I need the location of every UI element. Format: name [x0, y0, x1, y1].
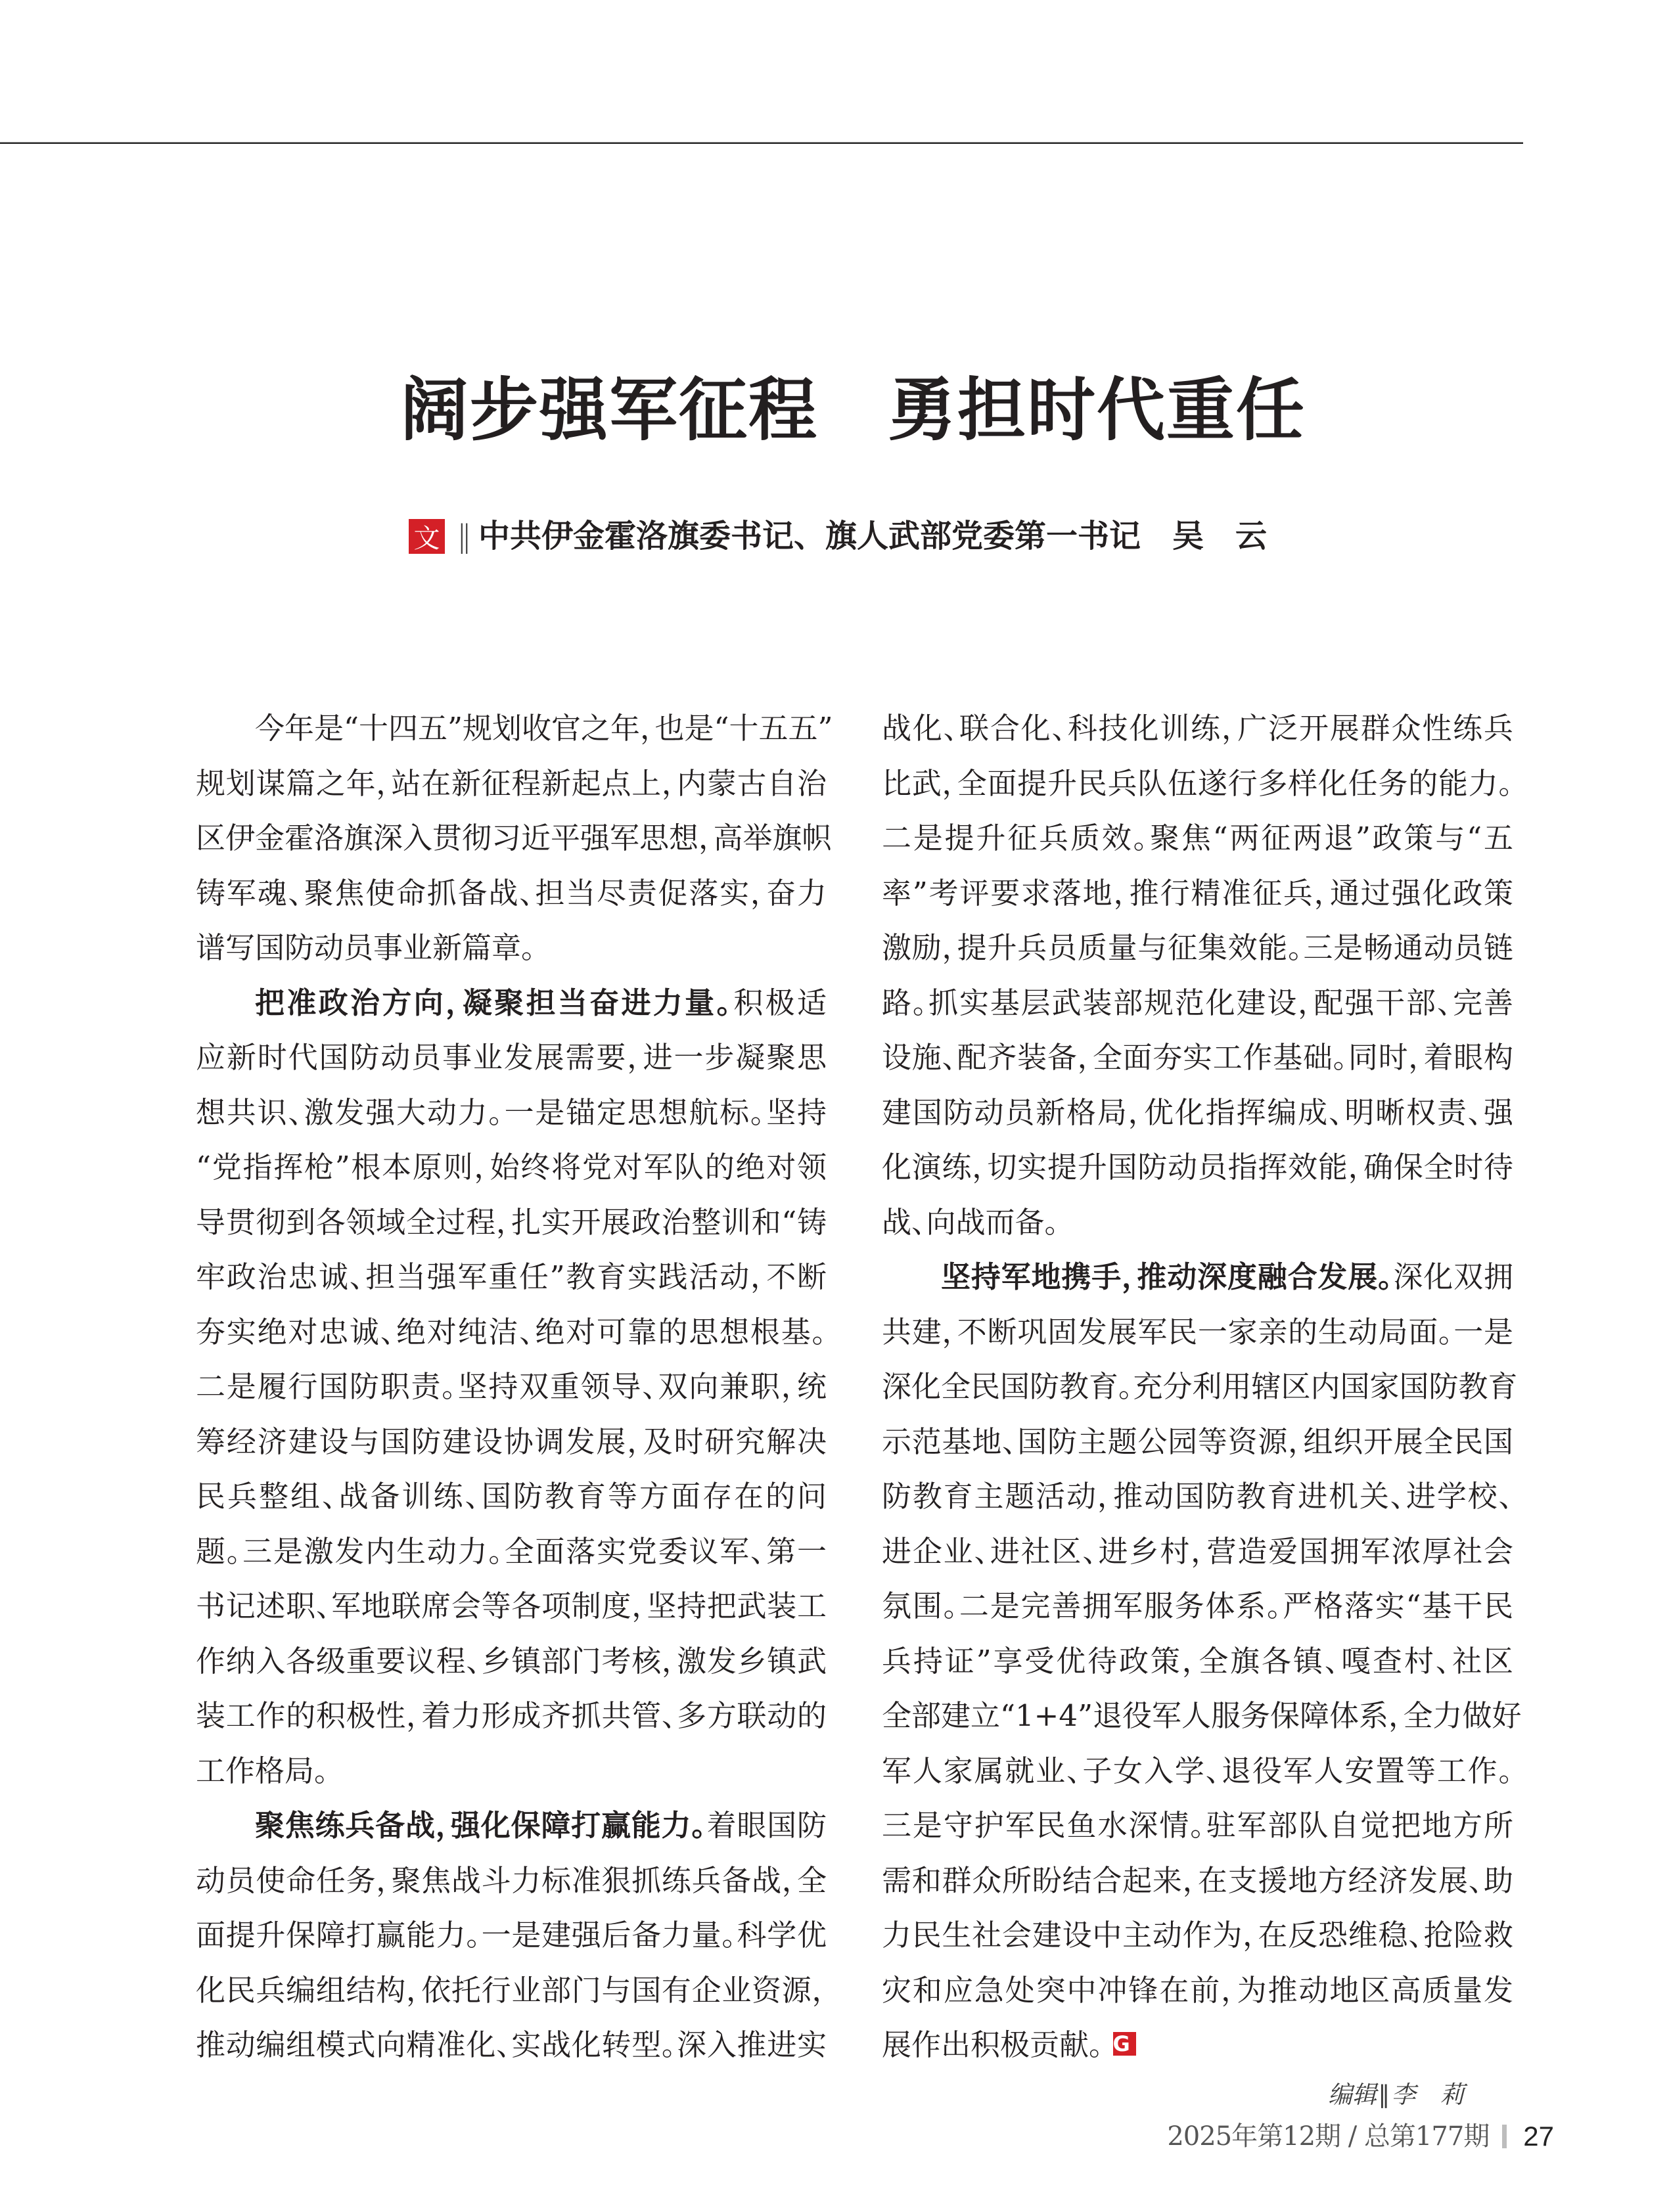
editor-name: 李 莉 [1391, 2081, 1465, 2109]
body-line: 灾和应急处突中冲锋在前，为推动地区高质量发 [882, 1972, 1513, 2008]
body-line: 二是提升征兵质效。聚焦“两征两退”政策与“五 [882, 821, 1513, 855]
byline-separator: ‖ [457, 518, 472, 554]
body-line: 装工作的积极性，着力形成齐抓共管、多方联动的 [196, 1698, 827, 1733]
body-line: 应新时代国防动员事业发展需要，进一步凝聚思 [196, 1040, 827, 1075]
author-name: 吴 云 [1172, 518, 1268, 554]
body-line: 牢政治忠诚、担当强军重任”教育实践活动，不断 [196, 1259, 827, 1294]
body-line: 谱写国防动员事业新篇章。 [196, 930, 536, 965]
body-line: 率”考评要求落地，推行精准征兵，通过强化政策 [882, 875, 1513, 911]
body-line: 示范基地、国防主题公园等资源，组织开展全民国 [882, 1424, 1513, 1459]
body-line: 防教育主题活动，推动国防教育进机关、进学校、 [882, 1479, 1513, 1514]
byline [409, 519, 1267, 554]
body-text: 积极适 [733, 985, 827, 1020]
body-line: 氛围。二是完善拥军服务体系。严格落实“基干民 [882, 1589, 1513, 1623]
end-mark-icon: G [1113, 2032, 1136, 2056]
body-line: 工作格局。 [196, 1753, 329, 1788]
body-column-left [196, 701, 833, 2073]
page-number: 27 [1523, 2121, 1554, 2152]
editor-label: 编辑 [1328, 2081, 1377, 2109]
body-line: 化民兵编组结构，依托行业部门与国有企业资源， [196, 1972, 827, 2008]
body-line: 导贯彻到各领域全过程，扎实开展政治整训和“铸 [196, 1204, 827, 1240]
body-line: 兵持证”享受优待政策，全旗各镇、嘎查村、社区 [882, 1643, 1513, 1679]
body-line: 动员使命任务，聚焦战斗力标准狠抓练兵备战，全 [196, 1862, 827, 1898]
article-title: 阔步强军征程 勇担时代重任 [400, 370, 1306, 450]
body-line: 规划谋篇之年，站在新征程新起点上，内蒙古自治 [196, 765, 827, 801]
body-line: 想共识、激发强大动力。一是锚定思想航标。坚持 [196, 1095, 827, 1130]
body-line: 激励，提升兵员质量与征集效能。三是畅通动员链 [882, 930, 1513, 965]
body-line: 力民生社会建设中主动作为，在反恐维稳、抢险救 [882, 1918, 1513, 1952]
body-line: 路。抓实基层武装部规范化建设，配强干部、完善 [882, 985, 1513, 1020]
body-line-with-heading [196, 976, 827, 1031]
section-heading: 把准政治方向，凝聚担当奋进力量。 [255, 985, 734, 1020]
body-line: 铸军魂、聚焦使命抓备战、担当尽责促落实，奋力 [196, 875, 827, 911]
body-line: 战化、联合化、科技化训练，广泛开展群众性练兵 [882, 711, 1513, 746]
body-line: 全部建立“1+4”退役军人服务保障体系，全力做好 [882, 1698, 1522, 1733]
body-line: 筹经济建设与国防建设协调发展，及时研究解决 [196, 1424, 827, 1459]
body-line: 夯实绝对忠诚、绝对纯洁、绝对可靠的思想根基。 [196, 1314, 827, 1349]
body-line: 三是守护军民鱼水深情。驻军部队自觉把地方所 [882, 1808, 1513, 1843]
body-line: 战、向战而备。 [882, 1204, 1060, 1240]
body-text: 展作出积极贡献。 [882, 2027, 1104, 2062]
body-line: 作纳入各级重要议程、乡镇部门考核，激发乡镇武 [196, 1643, 827, 1679]
body-line: “党指挥枪”根本原则，始终将党对军队的绝对领 [196, 1150, 827, 1185]
issue-info: 2025年第12期 / 总第177期 [1167, 2121, 1490, 2152]
body-column-right [882, 701, 1522, 2073]
footer-divider [1502, 2125, 1507, 2148]
page-footer [1167, 2121, 1554, 2152]
body-line-with-heading [882, 1250, 1513, 1305]
body-line: 化演练，切实提升国防动员指挥效能，确保全时待 [882, 1150, 1513, 1185]
editor-separator: ∥ [1378, 2081, 1390, 2109]
body-line: 共建，不断巩固发展军民一家亲的生动局面。一是 [882, 1314, 1513, 1349]
body-text: 深化双拥 [1393, 1259, 1513, 1294]
top-rule [0, 142, 1523, 144]
body-line: 建国防动员新格局，优化指挥编成、明晰权责、强 [882, 1095, 1513, 1130]
section-heading: 聚焦练兵备战，强化保障打赢能力。 [255, 1808, 707, 1843]
body-line: 推动编组模式向精准化、实战化转型。深入推进实 [196, 2027, 827, 2062]
body-text: 着眼国防 [706, 1808, 827, 1843]
body-line-final [882, 2018, 1513, 2073]
text-tag-icon: 文 [409, 519, 445, 554]
body-line: 设施、配齐装备，全面夯实工作基础。同时，着眼构 [882, 1040, 1513, 1075]
body-line: 书记述职、军地联席会等各项制度，坚持把武装工 [196, 1589, 827, 1623]
section-heading: 坚持军地携手，推动深度融合发展。 [941, 1259, 1394, 1294]
body-line: 民兵整组、战备训练、国防教育等方面存在的问 [196, 1479, 827, 1514]
body-line-with-heading [196, 1798, 827, 1853]
body-line: 题。三是激发内生动力。全面落实党委议军、第一 [196, 1533, 827, 1569]
body-line: 今年是“十四五”规划收官之年，也是“十五五” [255, 711, 833, 746]
body-line: 深化全民国防教育。充分利用辖区内国家国防教育 [882, 1369, 1518, 1404]
body-line: 需和群众所盼结合起来，在支援地方经济发展、助 [882, 1862, 1513, 1898]
body-line: 区伊金霍洛旗深入贯彻习近平强军思想，高举旗帜 [196, 821, 832, 855]
author-title: 中共伊金霍洛旗委书记、旗人武部党委第一书记 [478, 518, 1141, 554]
body-line: 面提升保障打赢能力。一是建强后备力量。科学优 [196, 1918, 827, 1952]
body-line: 二是履行国防职责。坚持双重领导、双向兼职，统 [196, 1369, 827, 1404]
body-line: 进企业、进社区、进乡村，营造爱国拥军浓厚社会 [882, 1533, 1513, 1569]
body-line: 军人家属就业、子女入学、退役军人安置等工作。 [882, 1753, 1513, 1788]
editor-credit [1328, 2081, 1465, 2110]
body-line: 比武，全面提升民兵队伍遂行多样化任务的能力。 [882, 765, 1513, 801]
